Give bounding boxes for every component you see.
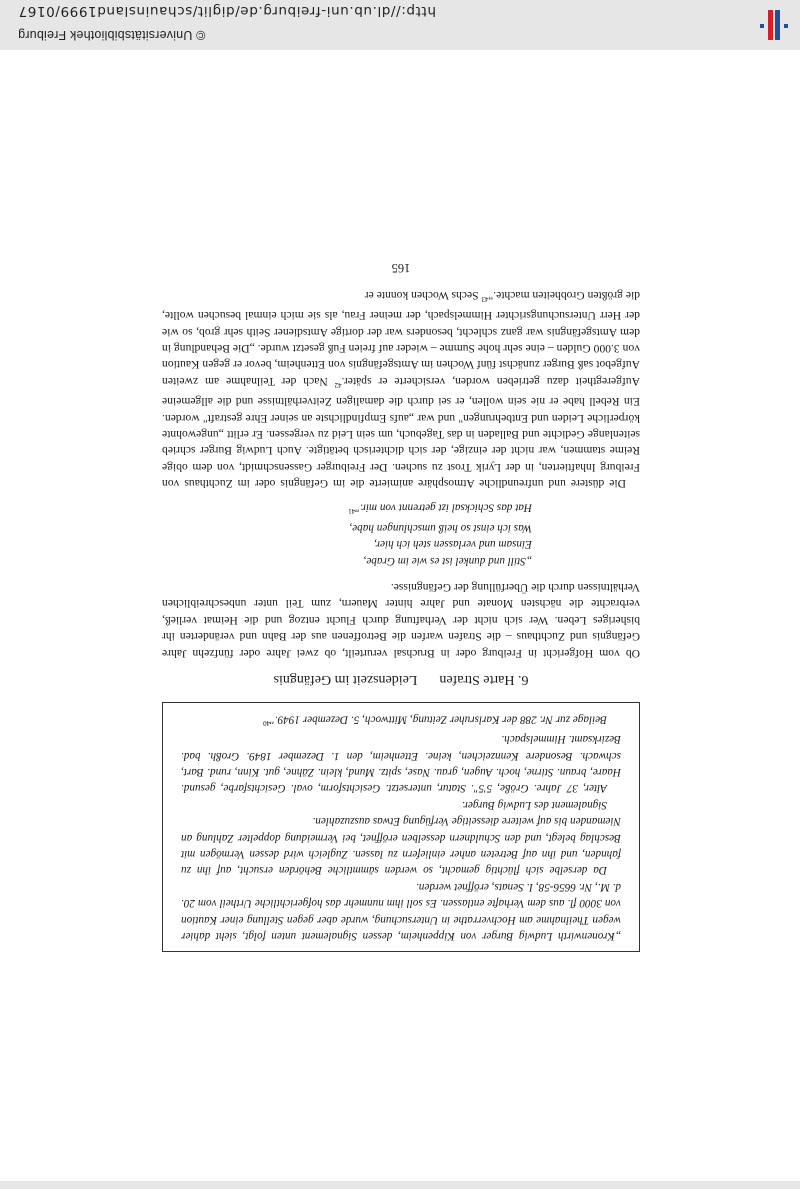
poem-line: Einsam und verlassen steh ich hier,	[374, 538, 532, 551]
page-content	[162, 260, 640, 952]
ub-freiburg-logo-icon	[754, 6, 792, 44]
source-citation	[181, 711, 621, 731]
poem-block	[162, 499, 532, 568]
body-text-segment: Sechs Wochen konnte er	[364, 289, 482, 302]
section-heading	[162, 671, 640, 687]
signalement-description: Alter, 37 Jahre. Größe, 5'5". Statur, untersetzt. Gesichtsform, oval. Gesichtsfarbe, gesund. Haare, braun. Stirne, hoch. Augen, grau. Nase, spitz. Mund, klein. Zähne, gut. Kinn, rund. Bart, schwach. Besondere Kennzeichen, keine. Ettenheim, den 1. Dezember 1849. Großh. bad. Bezirksamt. Himmelspach.	[181, 733, 621, 795]
footnote-marker: 42	[334, 380, 342, 389]
library-credit: © Universitätsbibliothek Freiburg	[18, 28, 206, 42]
poem-line: „Still und dunkel ist es wie im Grabe,	[363, 554, 532, 567]
page-number: 165	[391, 260, 411, 275]
section-number: 6. Harte Strafen	[439, 671, 529, 687]
body-paragraph	[162, 287, 640, 492]
poem-line-last	[162, 499, 532, 519]
footnote-marker: 43	[481, 294, 489, 303]
footnote-marker: 40	[263, 718, 271, 727]
viewer-bottom-band	[0, 1181, 800, 1189]
section-title: Leidenszeit im Gefängnis	[273, 671, 418, 687]
body-text-segment: Die düstere und unfreundliche Atmosphäre animierte die im Gefängnis oder im Zuchthaus von Freiburg Inhaftierten, in der Lyrik Trost zu suchen. Der Freiburger Gassenschmidt, von dem obige Reime stammen, war nicht der einzige, der sich dichterisch betätigte. Auch Ludwig Burger schrieb seitenlange Gedichte und Balladen in das Tagebuch, um sein Leid zu vergessen. Er erlitt „ungewohnte körperliche Leiden und Entbehrungen" und war „aufs Empfindlichste an seiner Ehre gestraft" worden. Ein Rebell habe er nie sein wollen, er sei durch die damaligen Zeitverhältnisse und die allgemeine Aufgeregtheit dazu getrieben worden, versicherte er später.	[162, 374, 640, 491]
signalement-heading: Signalement des Ludwig Burger.	[461, 798, 607, 811]
poem-line-text: Hat das Schicksal izt getrennt von mir."	[355, 501, 532, 514]
notice-paragraph: Da derselbe sich flüchtig gemacht, so werden sämmtliche Behörden ersucht, auf ihn zu fahnden, und ihn auf Betreten anher einliefern zu lassen. Zugleich wird dessen Vermögen mit Beschlag belegt, und den Schuldnern desselben eröffnet, bei Vermeidung doppelter Zahlung an Niemanden bis auf weitere diesseitige Verfügung Etwas auszuzahlen.	[181, 815, 621, 877]
document-url-link[interactable]: http://dl.ub.uni-freiburg.de/diglit/schauinsland1999/0167	[18, 3, 436, 19]
body-text-segment: Nach der Teilnahme am zweiten Aufgebot saß Burger zunächst fünf Wochen im Amtsgefängnis von Ettenheim, bevor er gegen Kaution von 3.000 Gulden – eine sehr hohe Summe – wieder auf freien Fuß gesetzt wurde. „Die Behandlung in dem Amtsgefängnis war ganz schlecht, besonders war der dortige Amtsdiener Seith sehr grob, so wie der Herr Untersuchungsrichter Himmelspach, der meiner Frau, als sie mich einmal besuchen wollte, die größten Grobheiten machte."	[162, 289, 640, 388]
source-citation-text: Beilage zur Nr. 288 der Karlsruher Zeitung, Mittwoch, 5. Dezember 1949."	[270, 712, 607, 725]
footnote-marker: 41	[348, 507, 356, 516]
body-paragraph: Ob vom Hofgericht in Freiburg oder in Bruchsal verurteilt, ob zwei Jahre oder fünfzehn Jahre Gefängnis und Zuchthaus – die Strafen warfen die Betroffenen aus der Bahn und veränderten ihr bisheriges Leben. Wer sich nicht der Verhaftung durch Flucht entzog und die Heimat verließ, verbrachte die nächsten Monate und Jahre hinter Mauern, zum Teil unter unbeschreiblichen Verhältnissen durch die Überfüllung der Gefängnisse.	[162, 580, 640, 660]
poem-line: Was ich einst so heiß umschlungen habe,	[349, 521, 532, 534]
library-header-band	[0, 0, 800, 50]
quoted-notice-box	[162, 702, 640, 952]
notice-paragraph: „Kronenwirth Ludwig Burger von Kippenheim, dessen Signalement unten folgt, sieht dahier wegen Theilnahme am Hochverrathe in Untersuchung, wurde aber gegen Stellung einer Kaution von 3000 fl. aus dem Verhafte entlassen. Es soll ihm nunmehr das hofgerichtliche Urtheil vom 20. d. M., Nr. 6656-58, I. Senats, eröffnet werden.	[181, 880, 621, 942]
